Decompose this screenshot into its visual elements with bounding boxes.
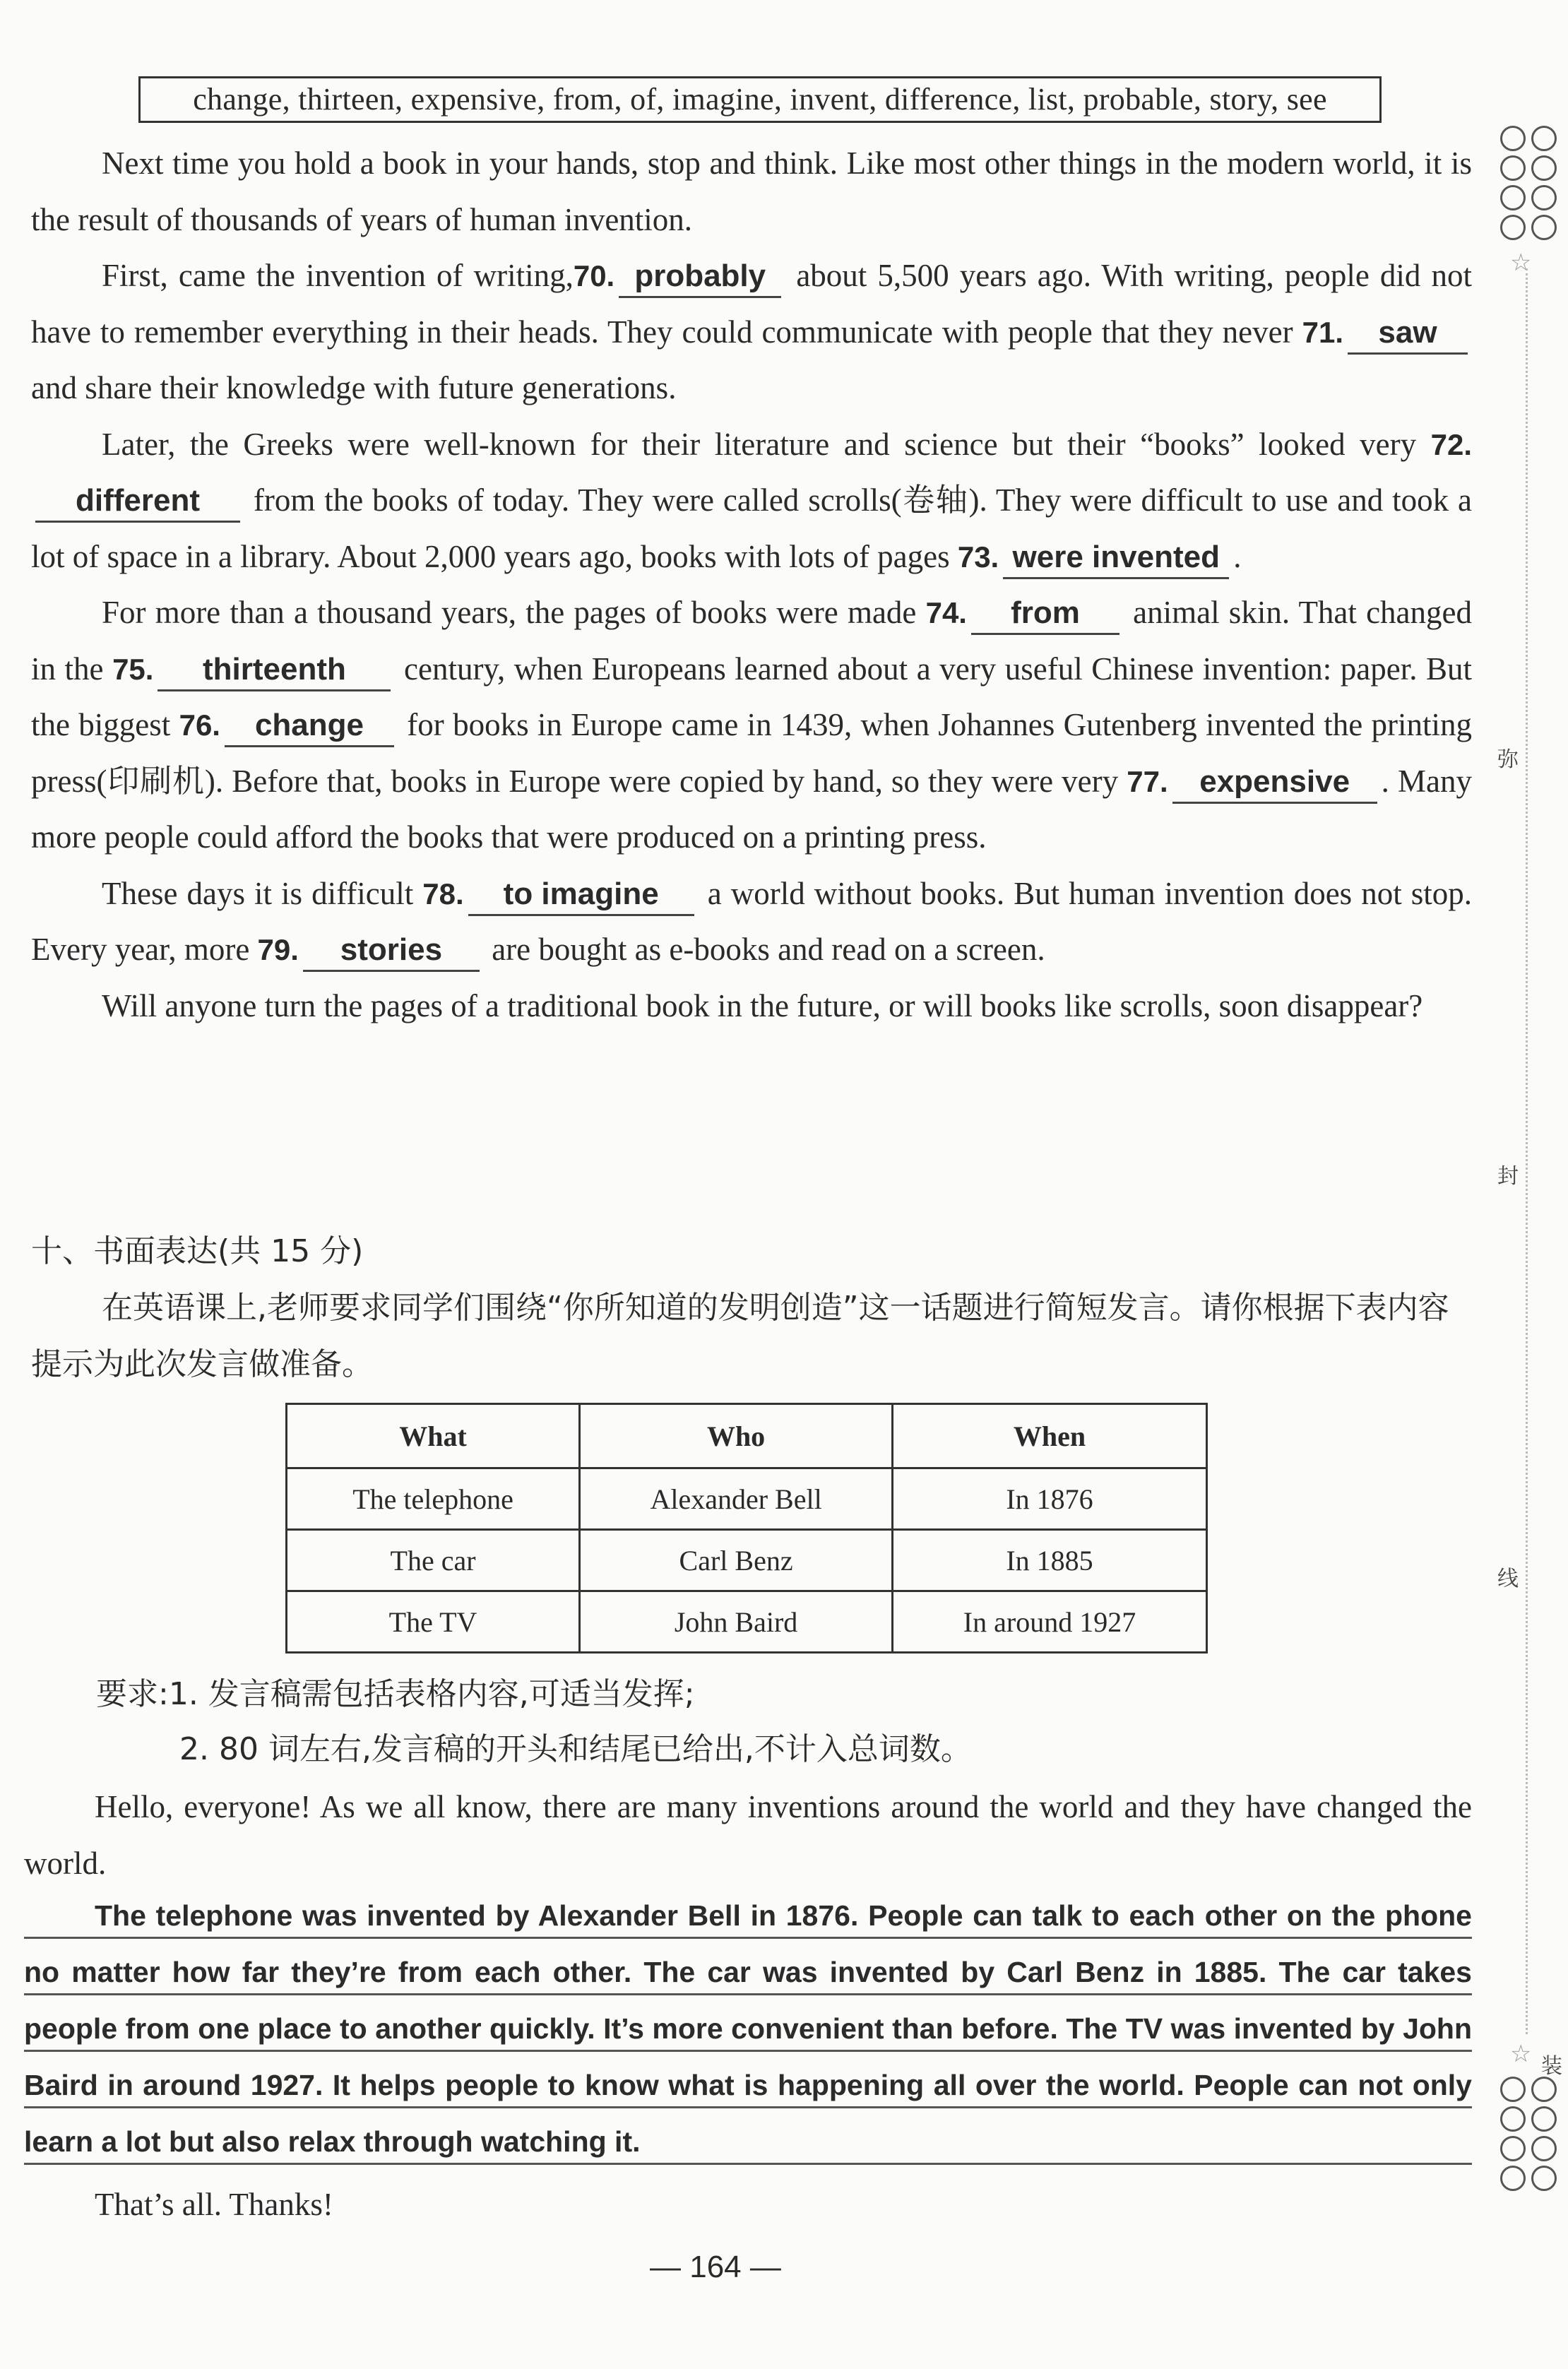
circle-mark [1531,215,1557,240]
section-heading: 十、书面表达(共 15 分) [31,1233,364,1269]
invention-table [285,1403,1208,1653]
answer-73: were invented [1012,539,1220,574]
circle-mark [1531,155,1557,181]
answer-rule [24,2106,1472,2108]
answer-blank-74 [971,593,1119,635]
text-segment: animal skin. That changed in the [31,595,1473,687]
answer-blank-71 [1348,312,1468,355]
text-segment: century, when Europeans learned about a very useful Chinese invention: paper. But the biggest [31,651,1473,742]
question-number-78: 78. [422,877,464,910]
paragraph-5 [31,866,1472,978]
margin-char: 弥 [1497,747,1519,772]
text-segment: for books in Europe came in 1439, when Johannes Gutenberg invented the printing press(印刷机). Before that, books in Europe were copied by hand, so they were very [31,707,1473,799]
circle-mark [1531,2077,1557,2102]
margin-circles-bottom [1500,2077,1558,2191]
answer-blank-70 [619,256,781,298]
margin-char: 封 [1497,1164,1519,1189]
circle-mark [1500,215,1526,240]
table-cell: In 1885 [893,1530,1207,1591]
text-segment: . [1233,538,1242,574]
circle-mark [1500,2106,1526,2132]
text-segment: . Many more people could afford the books that were produced on a printing press. [31,763,1472,855]
requirement-2: 2. 80 词左右,发言稿的开头和结尾已给出,不计入总词数。 [179,1731,972,1767]
answer-72: different [76,483,200,518]
text-segment: are bought as e-books and read on a screen. [492,932,1045,967]
table-cell: In around 1927 [893,1591,1207,1653]
table-header-row [287,1404,1207,1468]
page-number: — 164 — [650,2250,781,2284]
circle-mark [1531,2166,1557,2191]
circle-mark [1500,2166,1526,2191]
paragraph-4 [31,585,1472,866]
text-segment: Later, the Greeks were well-known for their literature and science but their “books” looked very [102,426,1417,462]
column-header-what: What [287,1404,580,1468]
question-number-71: 71. [1302,315,1344,349]
answer-rule [24,2050,1472,2052]
speech-closing: That’s all. Thanks! [95,2187,333,2222]
circle-mark [1500,2136,1526,2161]
answer-rule [24,1937,1472,1939]
answer-74: from [1011,595,1080,630]
answer-blank-73 [1003,537,1229,579]
column-header-who: Who [580,1404,893,1468]
speech-answer [24,1887,1472,2170]
table-cell: John Baird [580,1591,893,1653]
table-cell: The car [287,1530,580,1591]
circle-mark [1531,2136,1557,2161]
answer-blank-76 [225,705,394,747]
answer-71: saw [1378,314,1437,350]
margin-circles-top [1500,126,1558,240]
table-cell: In 1876 [893,1468,1207,1530]
question-number-70: 70. [573,259,615,292]
text-segment: about 5,500 years ago. With writing, people did not have to remember everything in their heads. They could communicate with people that they never [31,258,1473,350]
answer-75: thirteenth [203,651,346,687]
answer-blank-72 [35,480,240,523]
text-segment: a world without books. But human invention does not stop. Every year, more [31,875,1473,967]
star-icon: ☆ [1510,250,1532,276]
answer-blank-77 [1172,761,1377,804]
answer-70: probably [634,259,766,293]
answer-79: stories [340,932,443,967]
question-number-76: 76. [179,708,220,742]
answer-77: expensive [1199,764,1350,799]
circle-mark [1500,126,1526,151]
column-header-when: When [893,1404,1207,1468]
text-segment: These days it is difficult [102,875,414,911]
margin-char: 装 [1541,2054,1562,2079]
table-cell: The TV [287,1591,580,1653]
table-cell: The telephone [287,1468,580,1530]
writing-instruction: 在英语课上,老师要求同学们围绕“你所知道的发明创造”这一话题进行简短发言。请你根据下表内容提示为此次发言做准备。 [31,1290,1449,1382]
answer-rule [24,1993,1472,1995]
answer-blank-75 [158,649,391,691]
table-cell: Carl Benz [580,1530,893,1591]
requirement-1: 要求:1. 发言稿需包括表格内容,可适当发挥; [96,1676,695,1712]
text-segment: from the books of today. They were called scrolls(卷轴). They were difficult to use and took a lot of space in a library. About 2,000 years ago, books with lots of pages [31,482,1472,574]
margin-char: 线 [1497,1567,1519,1591]
question-number-77: 77. [1127,764,1168,798]
circle-mark [1500,2077,1526,2102]
speech-opening [24,1779,1472,1892]
question-number-74: 74. [925,596,967,629]
circle-mark [1500,155,1526,181]
circle-mark [1531,2106,1557,2132]
question-number-79: 79. [257,933,299,966]
text-segment: First, came the invention of writing, [102,258,574,293]
circle-mark [1531,185,1557,210]
opening-paragraph: Hello, everyone! As we all know, there are many inventions around the world and they have changed the world. [24,1789,1472,1881]
circle-mark [1531,126,1557,151]
paragraph-2 [31,248,1472,417]
answer-blank-79 [303,930,480,972]
dotted-cut-line [1526,268,1528,2034]
answer-78: to imagine [503,876,659,911]
text-segment: For more than a thousand years, the pages of books were made [102,595,917,630]
table-row [287,1591,1207,1653]
question-number-75: 75. [112,652,154,686]
question-number-73: 73. [957,540,999,574]
table-row [287,1530,1207,1591]
table-cell: Alexander Bell [580,1468,893,1530]
table-row [287,1468,1207,1530]
paragraph-3 [31,417,1472,586]
answer-text: The telephone was invented by Alexander Bell in 1876. People can talk to each other on the phone no matter how far they’re from each other. The car was invented by Carl Benz in 1885. The car takes people from one place to another quickly. It’s more convenient than before. The TV was invented by John Baird in around 1927. It helps people to know what is happening all over the world. People can not only learn a lot but also relax through watching it. [24,1899,1472,2158]
cloze-passage [31,136,1472,1034]
question-number-72: 72. [1430,427,1473,461]
word-bank-box: change, thirteen, expensive, from, of, imagine, invent, difference, list, probable, story, see [138,76,1382,123]
paragraph-6: Will anyone turn the pages of a traditional book in the future, or will books like scrolls, soon disappear? [102,987,1423,1023]
paragraph-1: Next time you hold a book in your hands, stop and think. Like most other things in the modern world, it is the result of thousands of years of human invention. [31,146,1472,237]
answer-rule [24,2163,1472,2165]
answer-blank-78 [468,874,694,916]
text-segment: and share their knowledge with future generations. [31,370,677,405]
star-icon: ☆ [1510,2041,1532,2067]
circle-mark [1500,185,1526,210]
answer-76: change [254,708,364,742]
